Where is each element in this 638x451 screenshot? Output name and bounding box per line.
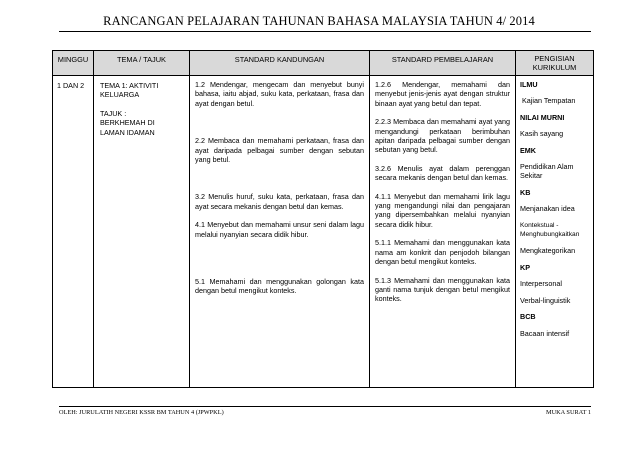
sk-item: 2.2 Membaca dan memahami perkataan, frasa dan ayat daripada pelbagai sumber dengan sebutan yang betul. [195, 136, 364, 165]
emk-heading: EMK [520, 145, 536, 155]
cell-minggu [53, 76, 94, 388]
page-title: RANCANGAN PELAJARAN TAHUNAN BAHASA MALAYSIA TAHUN 4/ 2014 [103, 14, 535, 28]
sp-item: 1.2.6 Mendengar, memahami dan menyebut jenis-jenis ayat dengan struktur binaan ayat yang betul dan tepat. [375, 80, 510, 108]
sk-item: 5.1 Memahami dan menggunakan golongan kata dengan betul mengikut konteks. [195, 277, 364, 296]
footer-rule [59, 406, 591, 407]
header-tema-tajuk: TEMA / TAJUK [94, 51, 190, 76]
kb-value: Kontekstual -Menghubungkaitkan [520, 221, 580, 239]
footer-author: OLEH: JURULATIH NEGERI KSSR BM TAHUN 4 (JPWPKL) [59, 409, 224, 416]
sp-item: 5.1.3 Memahami dan menggunakan kata ganti nama tunjuk dengan betul mengikut konteks. [375, 275, 510, 304]
sp-item: 5.1.1 Memahami dan menggunakan kata nama am konkrit dan penjodoh bilangan dengan betul mengikut konteks. [375, 238, 510, 267]
cell-standard-pembelajaran [370, 76, 516, 388]
cell-tema-tajuk [94, 76, 190, 388]
sk-item: 4.1 Menyebut dan memahami unsur seni dalam lagu melalui nyanyian secara didik hibur. [195, 220, 364, 239]
sk-item: 1.2 Mendengar, mengecam dan menyebut bunyi bahasa, iaitu abjad, suku kata, perkataan, frasa dan ayat dengan betul. [195, 80, 364, 108]
header-standard-kandungan: STANDARD KANDUNGAN [190, 51, 370, 76]
table-row [53, 76, 594, 388]
tema-text: TEMA 1: AKTIVITI KELUARGA [100, 81, 159, 100]
cell-standard-kandungan [190, 76, 370, 388]
kb-value: Mengkategorikan [520, 246, 576, 256]
minggu-value: 1 DAN 2 [57, 81, 85, 90]
sp-item: 2.2.3 Membaca dan memahami ayat yang mengandungi perkataan berimbuhan apitan daripada pelbagai sumber dengan sebutan yang betul. [375, 117, 510, 155]
bcb-heading: BCB [520, 312, 536, 322]
footer-page-number: MUKA SURAT 1 [545, 409, 591, 416]
kb-heading: KB [520, 187, 531, 197]
header-minggu: MINGGU [53, 51, 94, 76]
tajuk-text: TAJUK : BERKHEMAH DI LAMAN IDAMAN [100, 108, 155, 137]
bcb-value: Bacaan intensif [520, 328, 570, 338]
ilmu-value: Kajian Tempatan [522, 96, 576, 106]
title-underline [59, 31, 591, 32]
sk-item: 3.2 Menulis huruf, suku kata, perkataan, frasa dan ayat secara mekanis dengan betul dan kemas. [195, 192, 364, 211]
sp-item: 4.1.1 Menyebut dan memahami lirik lagu yang mengandungi nilai dan pengajaran yang dipersembahkan melalui nyanyian secara didik hibur. [375, 191, 510, 229]
sp-item: 3.2.6 Menulis ayat dalam perenggan secara mekanis dengan betul dan kemas. [375, 163, 510, 183]
lesson-plan-table [52, 50, 594, 388]
kp-heading: KP [520, 262, 530, 272]
kp-value: Verbal-linguistik [520, 295, 571, 305]
kb-value: Menjanakan idea [520, 204, 575, 214]
kp-value: Interpersonal [520, 279, 562, 289]
nilai-murni-value: Kasih sayang [520, 129, 564, 139]
nilai-murni-heading: NILAI MURNI [520, 112, 565, 122]
emk-value: Pendidikan Alam Sekitar [520, 162, 574, 181]
header-standard-pembelajaran: STANDARD PEMBELAJARAN [370, 51, 516, 76]
ilmu-heading: ILMU [520, 80, 538, 89]
table-header-row [53, 51, 594, 76]
cell-pengisian-kurikulum [516, 76, 594, 388]
header-pengisian-kurikulum: PENGISIAN KURIKULUM [516, 51, 594, 76]
